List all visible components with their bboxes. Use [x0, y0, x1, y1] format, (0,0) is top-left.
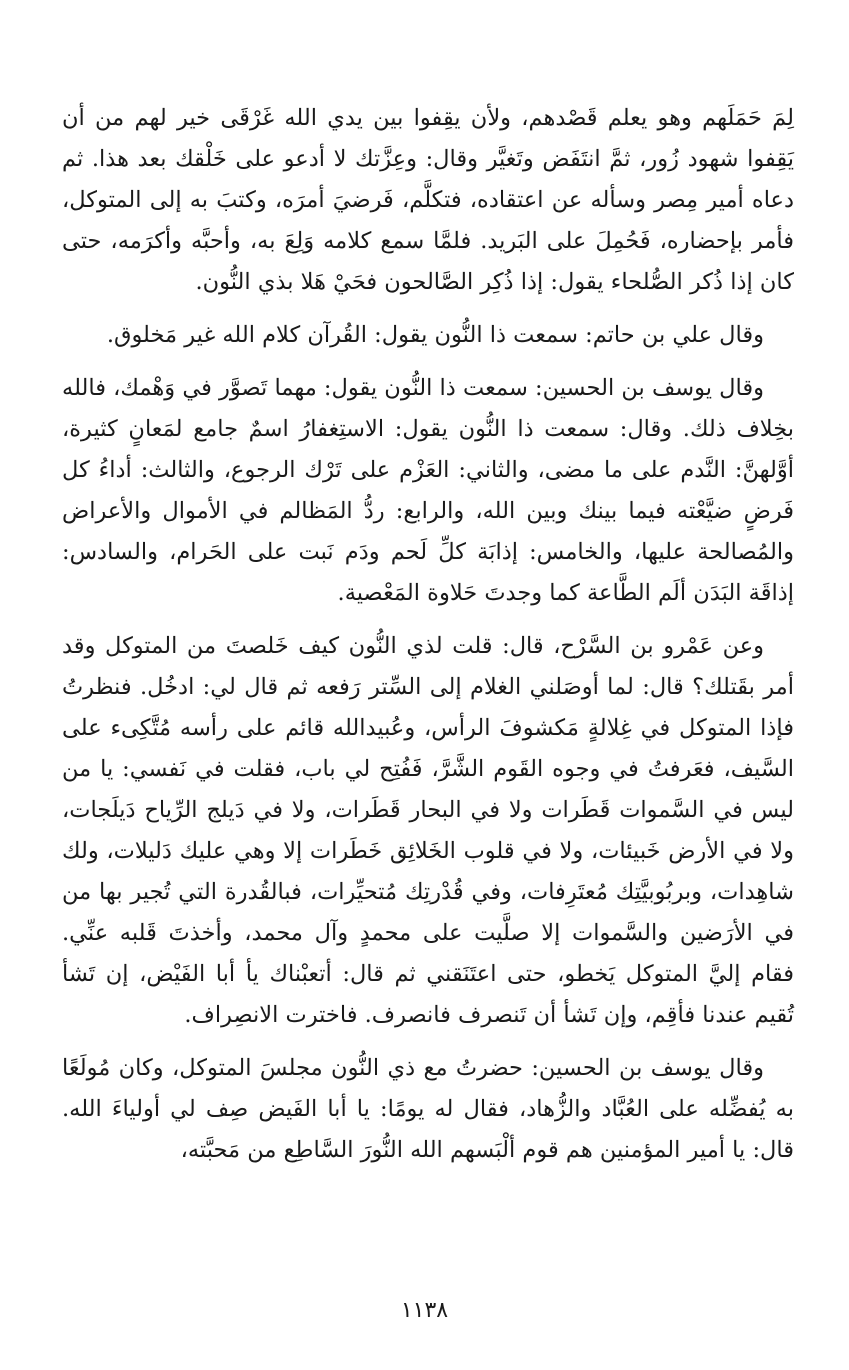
paragraph-4: وعن عَمْرو بن السَّرْح، قال: قلت لذي النُّون كيف خَلصتَ من المتوكل وقد أمر بقَتلك؟ قال: لما أوصَلني الغلام إلى السِّتر رَفعه ثم قال لي: ادخُل. فنظرتُ فإذا المتوكل في غِلالةٍ مَكشوفَ الرأس، وعُبيدالله قائم على رأسه مُتَّكِىء على السَّيف، فعَرفتُ في وجوه القَوم الشَّرَّ، فَفُتِح لي باب، فقلت في نَفسي: يا من ليس في السَّموات قَطَرات ولا في البحار قَطَرات، ولا في دَيلج الرِّياح دَيلَجات، ولا في الأرض خَبيئات، ولا في قلوب الخَلائِق خَطَرات إلا وهي عليك دَليلات، ولك شاهِدات، وبربُوبيَّتِك مُعتَرِفات، وفي قُدْرتِك مُتحيِّرات، فبالقُدرة التي تُجير بها من في الأرَضين والسَّموات إلا صلَّيت على محمدٍ وآل محمد، وأخذتَ قَلبه عنِّي. فقام إليَّ المتوكل يَخطو، حتى اعتَنَقني ثم قال: أتعبْناك يأ أبا الفَيْض، إن تَشأ تُقيم عندنا فأقِم، وإن تَشأ أن تَنصرف فانصرف. فاخترت الانصِراف.: [62, 633, 794, 1028]
paragraph-1: لِمَ حَمَلَهم وهو يعلم قَصْدهم، ولأن يقِفوا بين يدي الله غَرْقَى خير لهم من أن يَقِفوا شهود زُور، ثمَّ انتَفَض وتَغيَّر وقال: وعِزَّتك لا أدعو على خَلْقك بعد هذا. ثم دعاه أمير مِصر وسأله عن اعتقاده، فتكلَّم، فَرضيَ أمرَه، وكتبَ به إلى المتوكل، فأمر بإحضاره، فَحُمِلَ على البَريد. فلمَّا سمع كلامه وَلِعَ به، وأحبَّه وأكرَمه، حتى كان إذا ذُكر الصُّلحاء يقول: إذا ذُكِر الصَّالحون فحَيْ هَلا بذي النُّون.: [62, 105, 794, 295]
paragraph-2: وقال علي بن حاتم: سمعت ذا النُّون يقول: القُرآن كلام الله غير مَخلوق.: [106, 322, 764, 348]
paragraph-5: وقال يوسف بن الحسين: حضرتُ مع ذي النُّون مجلسَ المتوكل، وكان مُولَعًا به يُفضِّله على العُبَّاد والزُّهاد، فقال له يومًا: يا أبا الفَيض صِف لي أولياءَ الله. قال: يا أمير المؤمنين هم قوم ألْبَسهم الله النُّورَ السَّاطِع من مَحبَّته،: [62, 1055, 794, 1163]
paragraph-3: وقال يوسف بن الحسين: سمعت ذا النُّون يقول: مهما تَصوَّر في وَهْمك، فالله بخِلاف ذلك. وقال: سمعت ذا النُّون يقول: الاستِغفارُ اسمٌ جامع لمَعانٍ كثيرة، أوَّلهنَّ: النَّدم على ما مضى، والثاني: العَزْم على تَرْك الرجوع، والثالث: أداءُ كل فَرضٍ ضيَّعْته فيما بينك وبين الله، والرابع: ردُّ المَظالم في الأموال والأعراض والمُصالحة عليها، والخامس: إذابَة كلِّ لَحم ودَم نَبت على الحَرام، والسادس: إذاقَة البَدَن ألَم الطَّاعة كما وجدتَ حَلاوة المَعْصية.: [62, 375, 794, 606]
page-number: ١١٣٨: [400, 1298, 449, 1323]
book-page: [62, 98, 794, 1183]
